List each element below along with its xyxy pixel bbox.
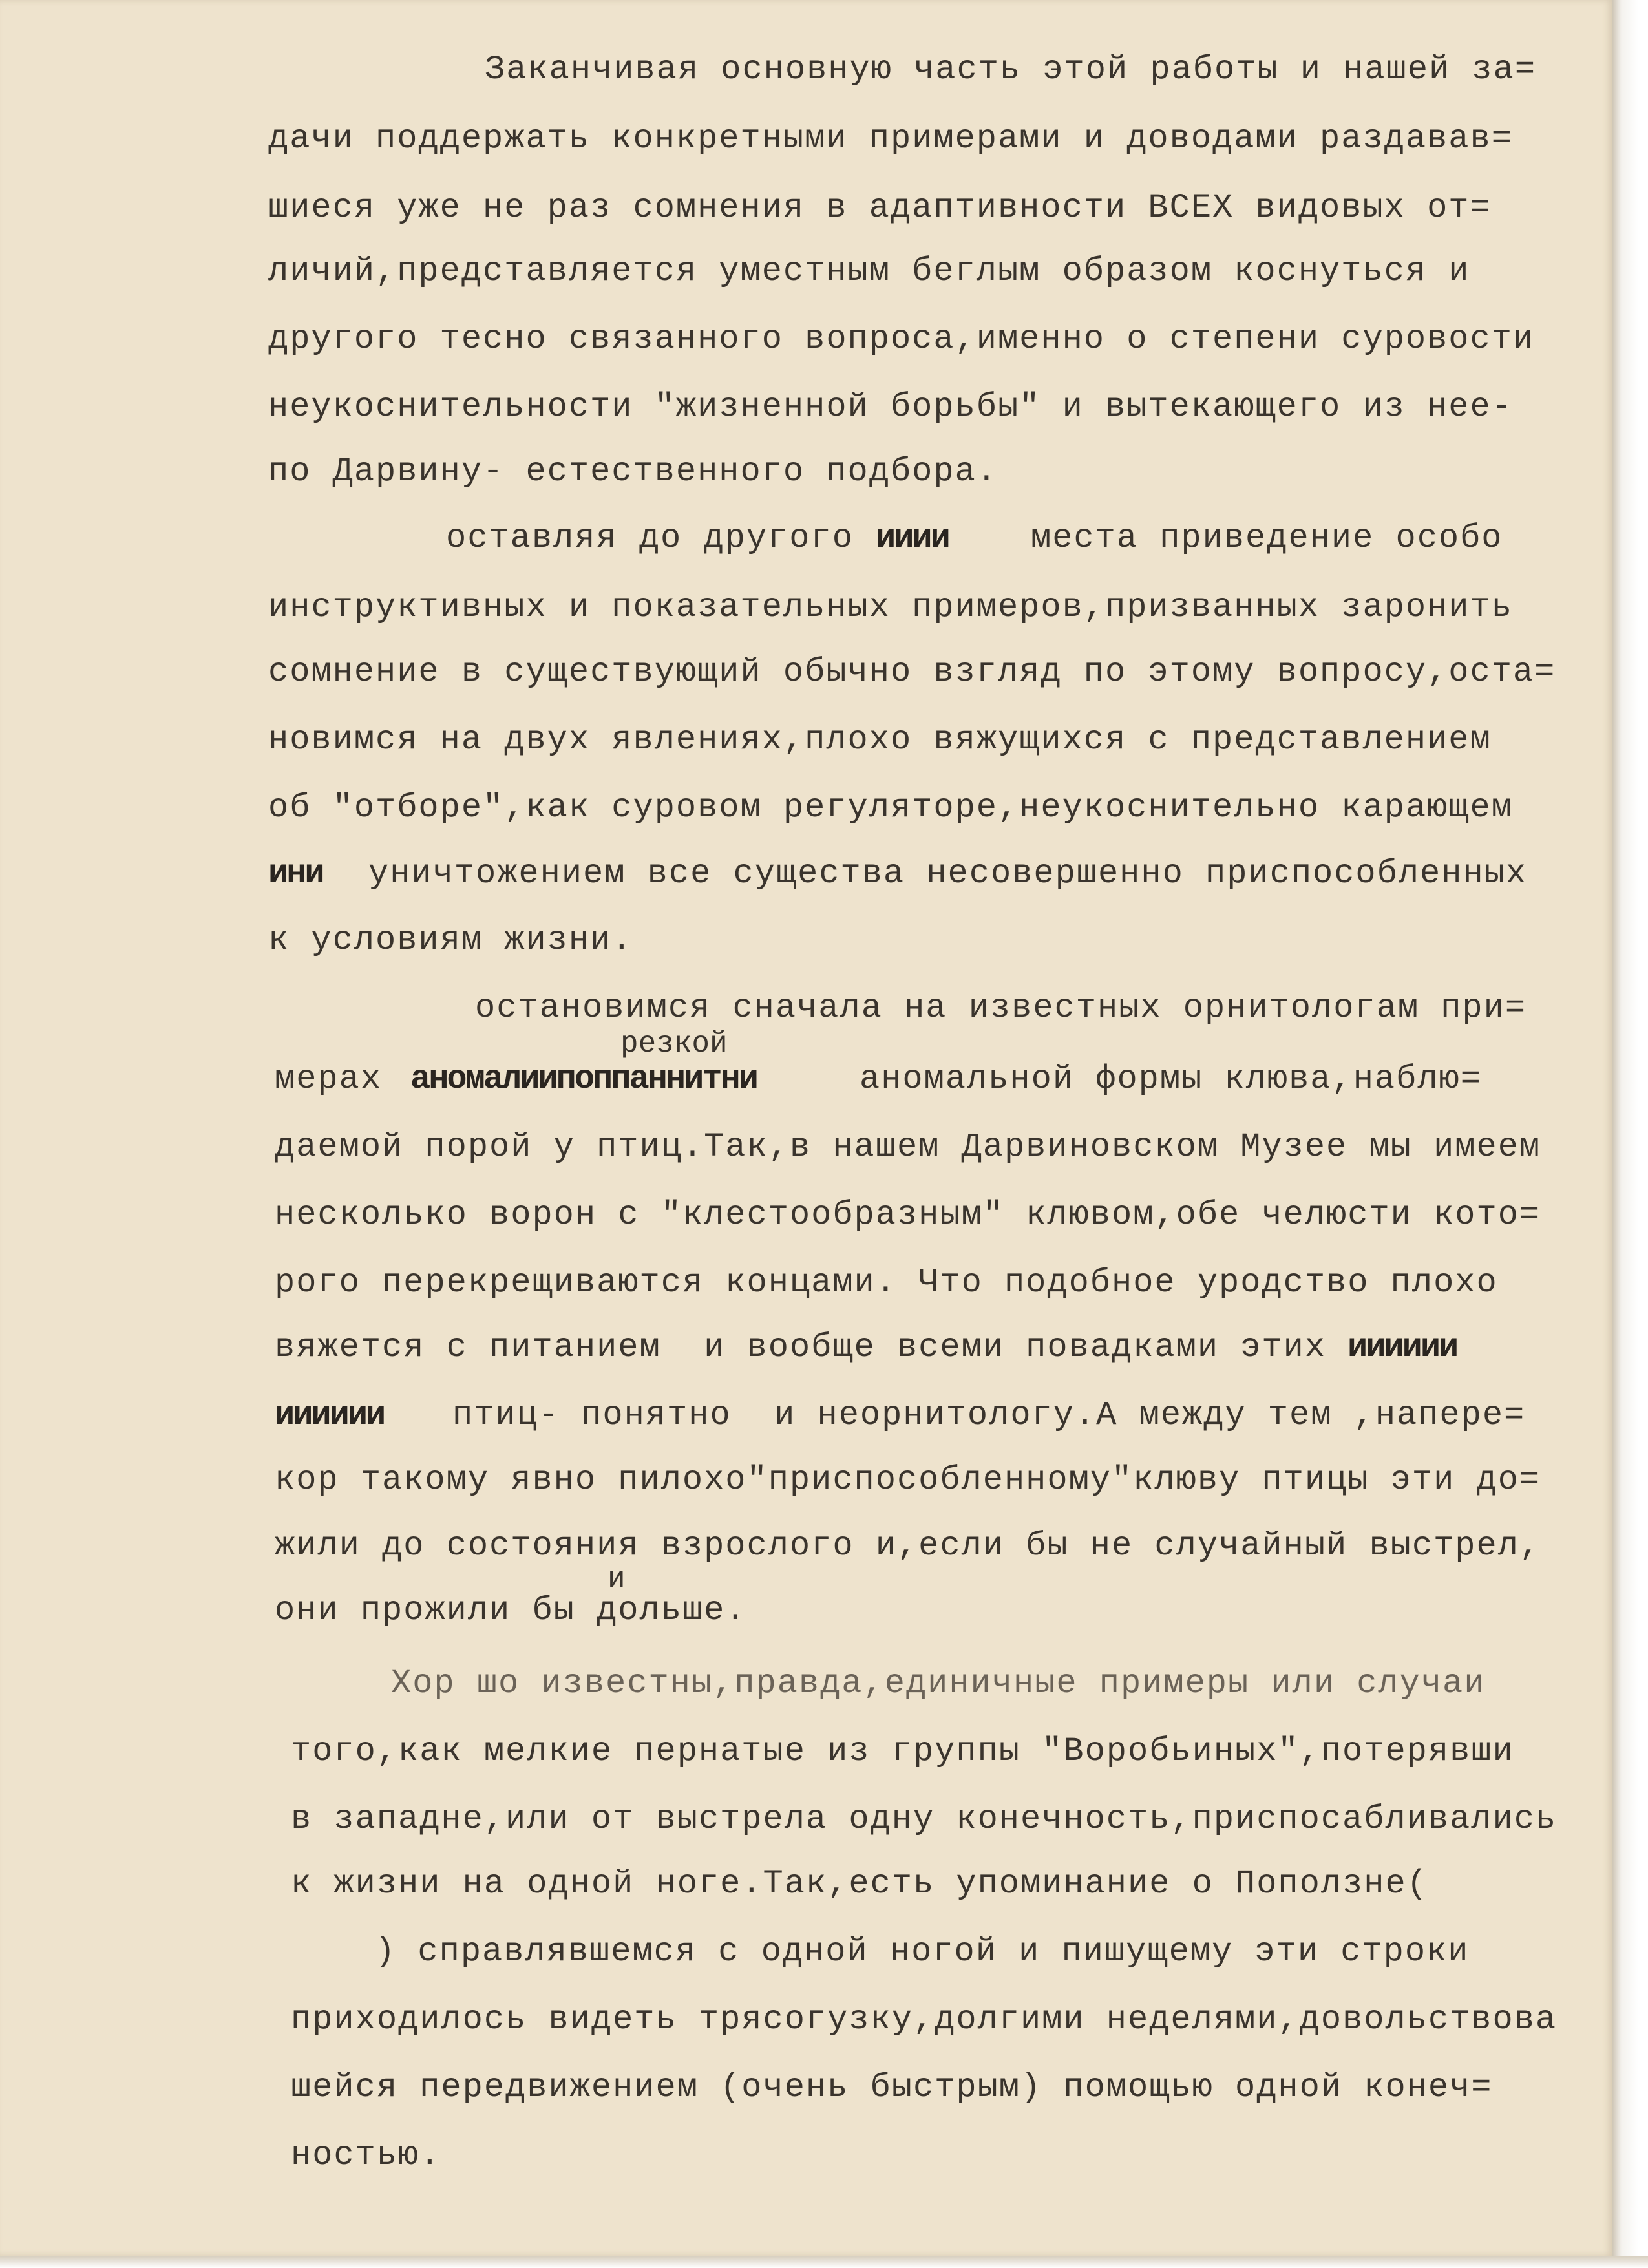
struck-out-word: ииии [876,519,949,557]
text-line: шиеся уже не раз сомнения в адаптивности ВСЕХ видовых от= [268,189,1492,227]
struck-out-word: аномалиипоппаннитни [410,1060,757,1098]
text-line: места приведение особо [1031,519,1503,557]
text-line: дачи поддержать конкретными примерами и доводами раздавав= [268,120,1513,158]
text-line: об "отборе",как суровом регуляторе,неукоснительно карающем [268,789,1513,827]
text-line: того,как мелкие пернатые из группы "Воробьиных",потерявши [291,1732,1514,1770]
text-line: несколько ворон с "клестообразным" клювом,обе челюсти кото= [275,1196,1541,1234]
text-line: другого тесно связанного вопроса,именно о степени суровости [268,320,1535,358]
text-line: птиц- понятно и неорнитологу.А между тем ,напере= [452,1396,1526,1434]
handwritten-insertion: резкой [620,1027,728,1061]
text-line: приходилось видеть трясогузку,долгими неделями,довольствова [291,2000,1558,2039]
text-line: к жизни на одной ноге.Так,есть упоминание о Поползне( [291,1865,1428,1903]
page-edge-shadow [1612,0,1648,2268]
text-line: уничтожением все существа несовершенно приспособленных [368,854,1528,893]
text-line: рого перекрещиваются концами. Что подобное уродство плохо [275,1264,1498,1302]
text-line: кор такому явно пилохо"приспособленному"клюву птицы эти до= [275,1461,1541,1499]
text-line: оставляя до другого [446,519,854,557]
text-line: жили до состояния взрослого и,если бы не случайный выстрел, [275,1527,1541,1565]
text-line: Заканчивая основную часть этой работы и нашей за= [485,50,1537,89]
text-line: ностью. [291,2136,441,2174]
text-line: инструктивных и показательных примеров,призванных заронить [268,588,1513,626]
text-line: остановимся сначала на известных орнитологам при= [475,989,1527,1027]
text-line: они прожили бы дольше. [275,1591,747,1629]
text-line: шейся передвижением (очень быстрым) помощью одной конеч= [291,2068,1493,2106]
struck-out-word: ини [268,854,323,893]
text-line: личий,представляется уместным беглым образом коснуться и [268,252,1470,290]
struck-out-word: ииииии [275,1396,385,1434]
text-line: к условиям жизни. [268,921,633,959]
text-line: аномальной формы клюва,наблю= [860,1060,1482,1098]
handwritten-insertion: и [607,1562,626,1596]
text-line: по Дарвину- естественного подбора. [268,452,998,491]
struck-out-word: ииииии [1347,1328,1457,1366]
text-line: даемой порой у птиц.Так,в нашем Дарвиновском Музее мы имеем [275,1128,1541,1166]
text-line: Хор шо известны,правда,единичные примеры или случаи [391,1664,1486,1702]
text-line: неукоснительности "жизненной борьбы" и вытекающего из нее- [268,388,1513,426]
text-line: сомнение в существующий обычно взгляд по этому вопросу,оста= [268,653,1556,691]
text-line: ) справлявшемся с одной ногой и пишущему эти строки [375,1933,1470,1971]
page-bottom-shadow [0,2256,1648,2268]
text-line: в западне,или от выстрела одну конечность,приспосабливались [291,1800,1558,1838]
text-line: новимся на двух явлениях,плохо вяжущихся с представлением [268,721,1492,759]
text-line: вяжется с питанием и вообще всеми повадками этих [275,1328,1327,1366]
text-line: мерах [275,1060,383,1098]
